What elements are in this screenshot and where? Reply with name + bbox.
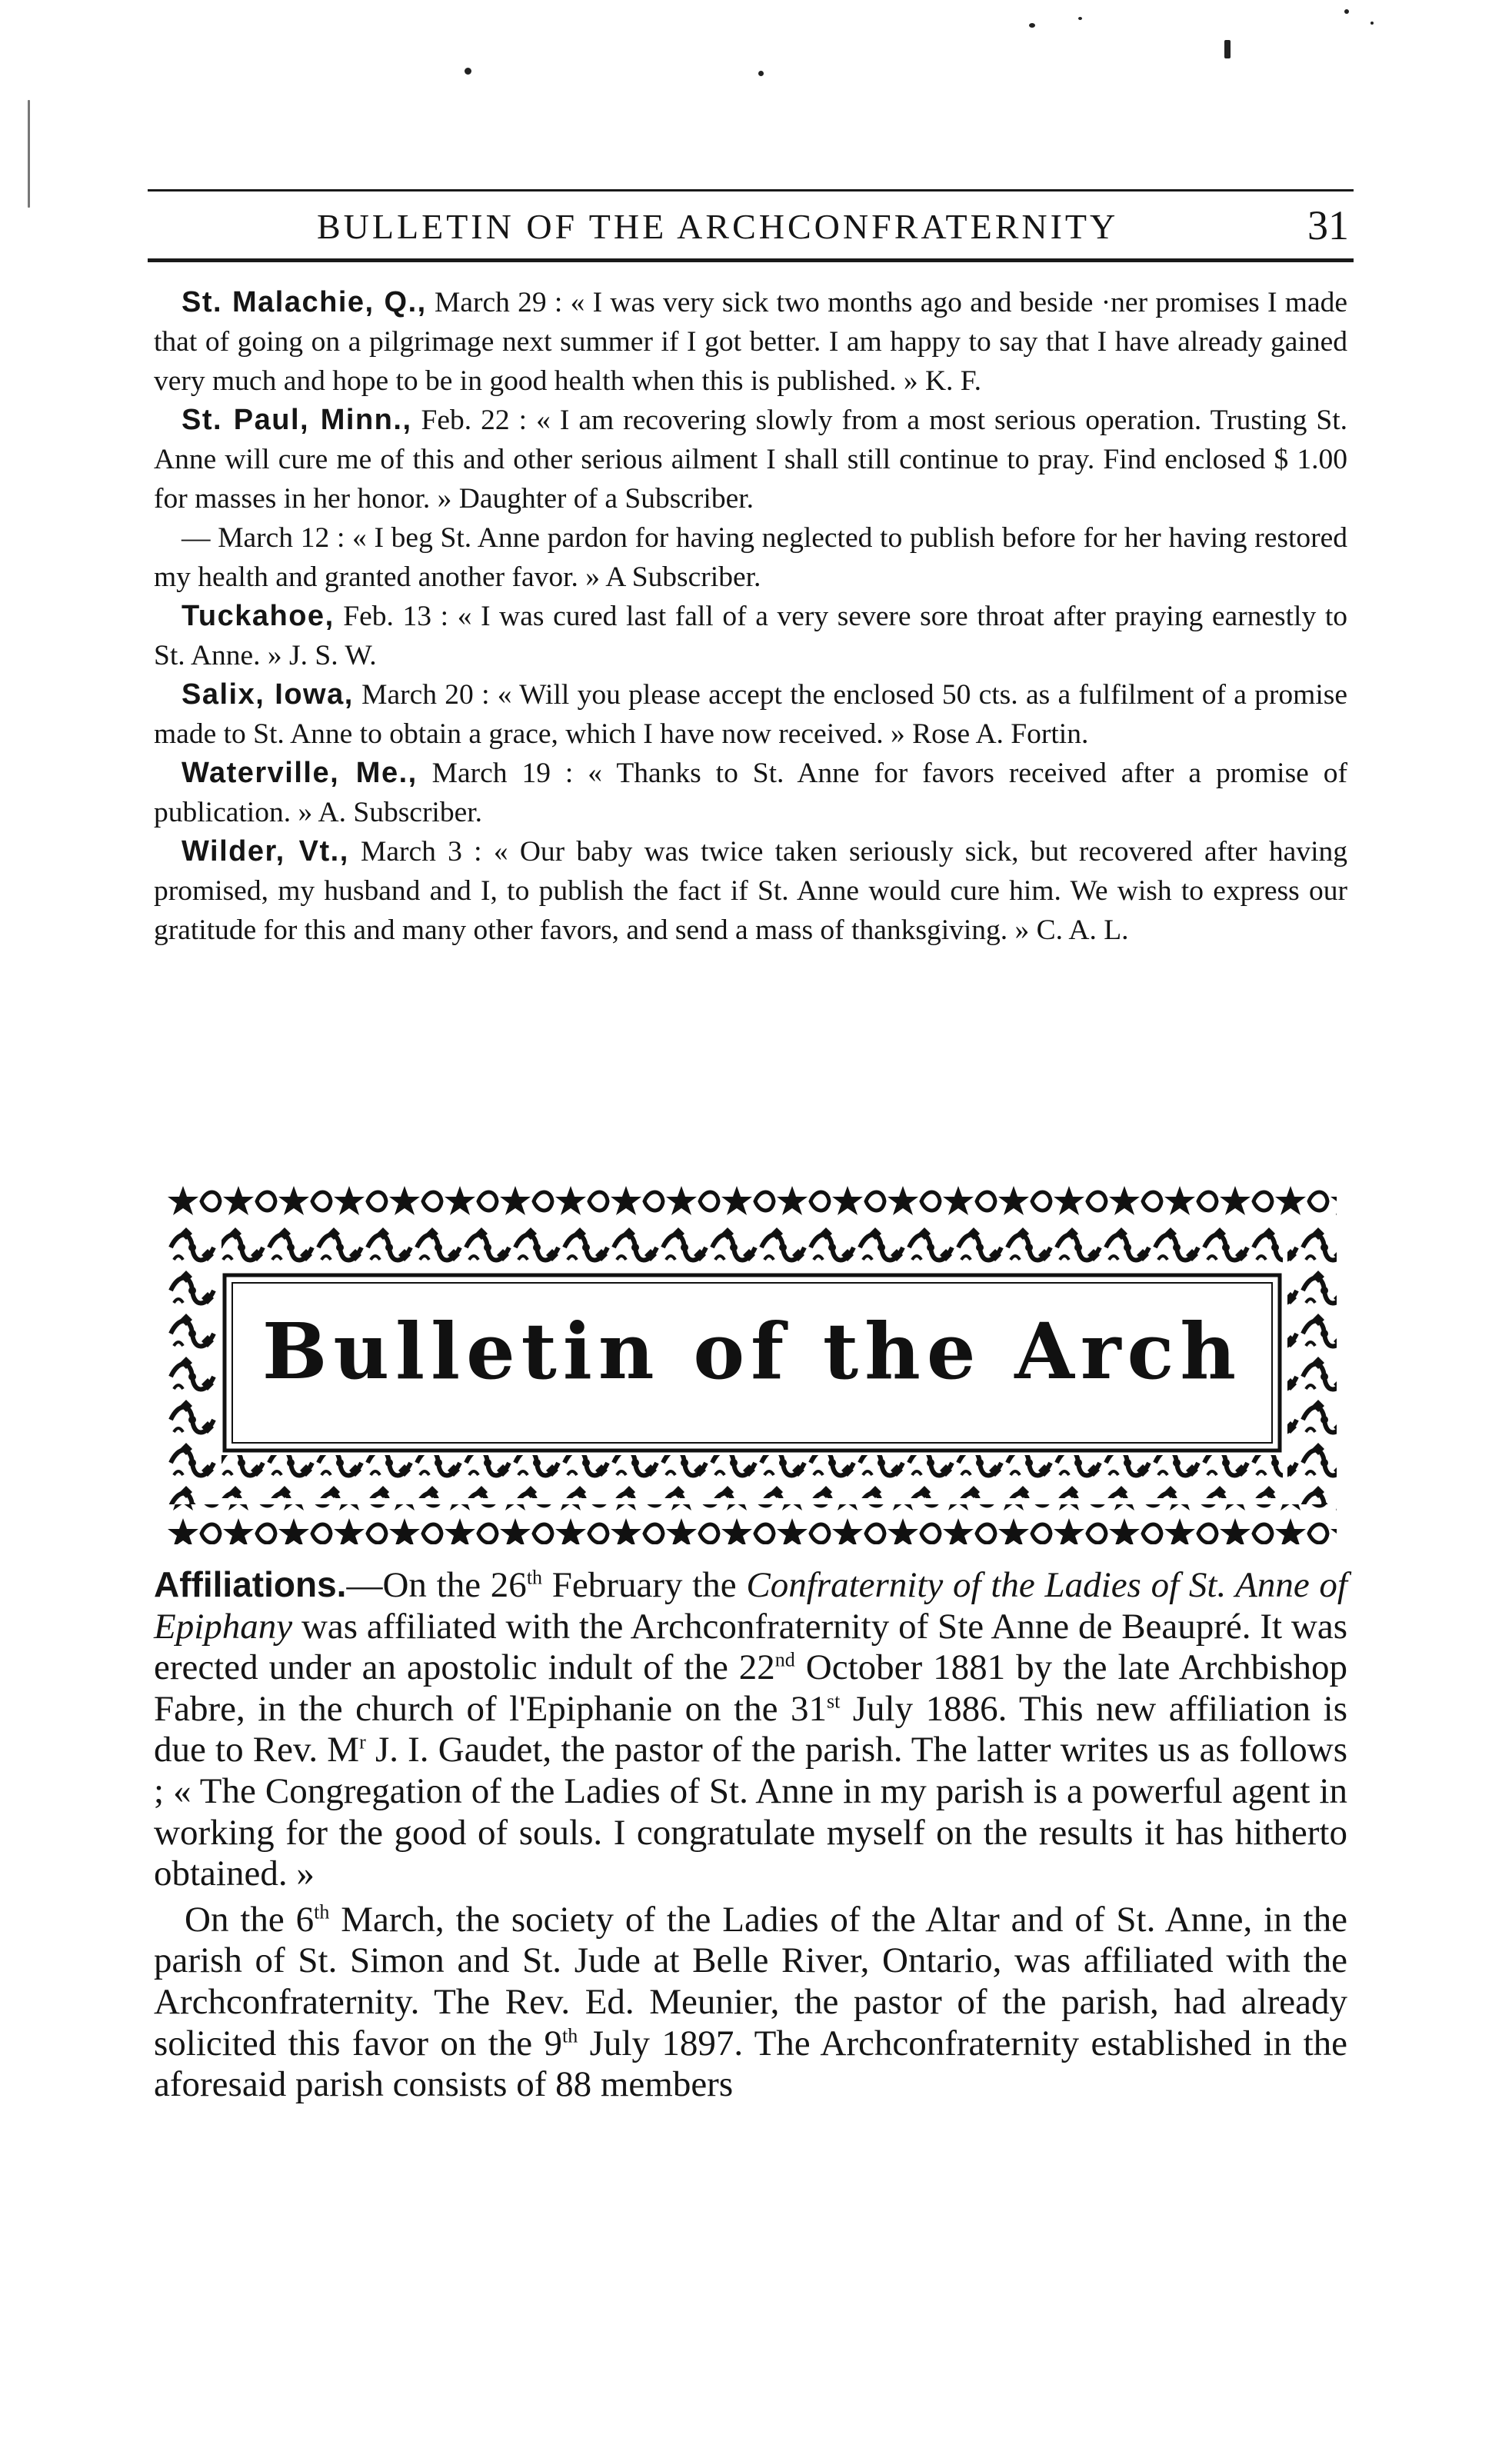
superscript: th	[526, 1566, 543, 1589]
letter-entry	[154, 401, 1347, 518]
text-run: July 1886. This new affiliation is due to Rev. M	[154, 1688, 1347, 1770]
letter-text: March 20 : « Will you please accept the enclosed 50 cts. as a fulfilment of a promise made to St. Anne to obtain a grace, which I have now received. » Rose A. Fortin.	[154, 679, 1347, 750]
text-run: February the	[542, 1565, 747, 1605]
letter-text: Feb. 13 : « I was cured last fall of a very severe sore throat after praying earnestly to St. Anne. » J. S. W.	[154, 601, 1347, 671]
scan-speck	[1224, 40, 1231, 58]
affiliations-heading: Affiliations.	[154, 1564, 347, 1604]
letter-place: Tuckahoe,	[182, 600, 335, 632]
scan-speck	[758, 71, 764, 76]
scan-speck	[1370, 22, 1374, 25]
scan-speck	[1078, 17, 1082, 20]
superscript: nd	[774, 1648, 795, 1671]
scan-speck	[1344, 9, 1349, 14]
letter-entry	[154, 283, 1347, 401]
letter-text: March 3 : « Our baby was twice taken seriously sick, but recovered after having promised, my husband and I, to publish the fact if St. Anne would cure him. We wish to express our gratitude for this and many other favors, and send a mass of thanksgiving. » C. A. L.	[154, 836, 1347, 946]
letter-place: Wilder, Vt.,	[182, 835, 349, 868]
letter-entry	[154, 675, 1347, 754]
letter-place: St. Malachie, Q.,	[182, 286, 427, 318]
scan-speck	[28, 100, 30, 208]
banner-title: Bulletin of the Arch	[261, 1306, 1243, 1397]
header-bottom-rule	[148, 258, 1354, 262]
header-top-rule	[148, 189, 1354, 192]
letter-text: March 19 : « Thanks to St. Anne for favors received after a promise of publication. » A. Subscriber.	[154, 758, 1348, 828]
letter-text: March 29 : « I was very sick two months ago and beside ·ner promises I made that of going on a pilgrimage next summer if I got better. I am happy to say that I have already gained very much and hope to be in good health when this is published. » K. F.	[154, 287, 1347, 397]
letters-section	[154, 283, 1347, 950]
running-head-title: BULLETIN OF THE ARCHCONFRATERNITY	[317, 207, 1119, 246]
text-run: October 1881 by the late Archbishop Fabre, in the church of l'Epiphanie on the 31	[154, 1647, 1347, 1729]
scan-speck	[1029, 23, 1035, 28]
italic-society-name: Confraternity of the Ladies of St. Anne of Epiphany	[154, 1565, 1347, 1647]
affiliations-paragraph-1	[154, 1564, 1347, 1895]
letter-entry	[154, 518, 1347, 597]
superscript: st	[826, 1690, 841, 1713]
section-banner	[168, 1183, 1337, 1546]
text-run: was affiliated with the Archconfraternity of Ste Anne de Beaupré. It was erected under an apostolic indult of the 22	[154, 1606, 1347, 1688]
superscript: th	[314, 1900, 330, 1923]
letter-place: Waterville, Me.,	[182, 757, 418, 789]
text-run: On the 6	[185, 1899, 315, 1940]
text-run: —On the 26	[346, 1565, 527, 1605]
text-run: J. I. Gaudet, the pastor of the parish. The latter writes us as follows ; « The Congregation of the Ladies of St. Anne in my parish is a powerful agent in working for the good of souls. I congratulate myself on the results it has hitherto obtained. »	[154, 1730, 1347, 1894]
page-number: 31	[1307, 202, 1349, 248]
superscript: r	[359, 1730, 366, 1754]
affiliations-paragraph-2	[154, 1900, 1347, 2106]
letter-entry	[154, 597, 1347, 675]
letter-place: Salix, Iowa,	[182, 678, 354, 711]
letter-entry	[154, 832, 1347, 950]
text-run: July 1897. The Archconfraternity established in the aforesaid parish consists of 88 members	[154, 2023, 1347, 2105]
scan-speck	[465, 68, 471, 75]
letter-place: St. Paul, Minn.,	[182, 404, 412, 436]
text-run: March, the society of the Ladies of the Altar and of St. Anne, in the parish of St. Simon and St. Jude at Belle River, Ontario, was affiliated with the Archconfraternity. The Rev. Ed. Meunier, the pastor of the parish, had already solicited this favor on the 9	[154, 1899, 1347, 2063]
superscript: th	[562, 2023, 578, 2047]
letter-text: Feb. 22 : « I am recovering slowly from a most serious operation. Trusting St. Anne will cure me of this and other serious ailment I shall still continue to pray. Find enclosed $ 1.00 for masses in her honor. » Daughter of a Subscriber.	[154, 405, 1347, 515]
affiliations-section	[154, 1564, 1347, 2110]
running-header	[148, 202, 1354, 263]
letter-text: — March 12 : « I beg St. Anne pardon for having neglected to publish before for her having restored my health and granted another favor. » A Subscriber.	[154, 522, 1347, 593]
letter-entry	[154, 754, 1347, 832]
